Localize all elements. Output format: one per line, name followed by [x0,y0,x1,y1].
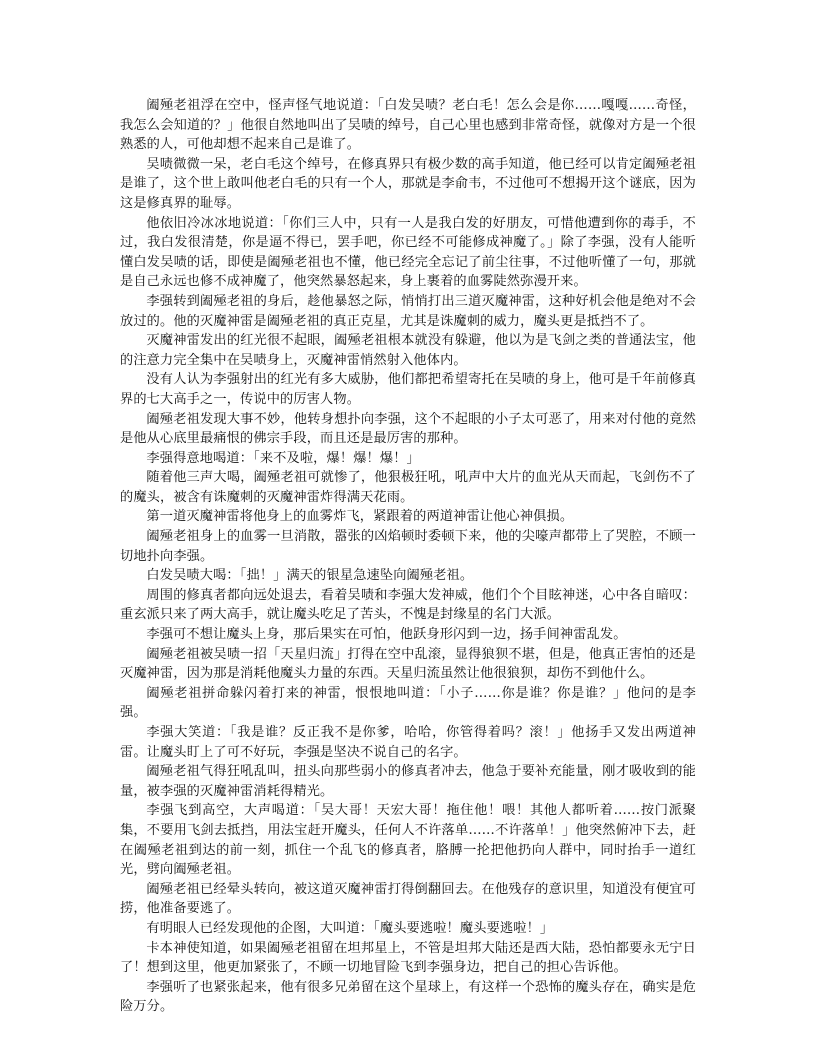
paragraph-18: 阖殛老祖气得狂吼乱叫，扭头向那些弱小的修真者冲去，他急于要补充能量，刚才吸收到的能量，被李强的灭魔神雷消耗得精光。 [120,764,696,799]
paragraph-3: 他依旧冷冰冰地说道：「你们三人中，只有一人是我白发的好朋友，可惜他遭到你的毒手，不过，我白发很清楚，你是逼不得已，罢手吧，你已经不可能修成神魔了。」除了李强，没有人能听懂白发吴啧的话，即使是阖殛老祖也不懂，他已经完全忘记了前尘往事，不过他听懂了一句，那就是自己永远也修不成神魔了，他突然暴怒起来，身上裹着的血雾陡然弥漫开来。 [120,215,696,290]
paragraph-1: 阖殛老祖浮在空中，怪声怪气地说道：「白发吴啧？老白毛！怎么会是你……嘎嘎……奇怪，我怎么会知道的？」他很自然地叫出了吴啧的绰号，自己心里也感到非常奇怪，就像对方是一个很熟悉的人，可他却想不起来自己是谁了。 [120,98,696,153]
paragraph-8: 李强得意地喝道：「来不及啦，爆！爆！爆！」 [146,450,420,466]
paragraph-16: 阖殛老祖拼命躲闪着打来的神雷，恨恨地叫道：「小子……你是谁？你是谁？」他问的是李强。 [120,685,696,721]
paragraph-7: 阖殛老祖发现大事不妙，他转身想扑向李强，这个不起眼的小子太可恶了，用来对付他的竟然是他从心底里最痛恨的佛宗手段，而且还是最厉害的那种。 [120,411,696,447]
paragraph-4: 李强转到阖殛老祖的身后，趁他暴怒之际，悄悄打出三道灭魔神雷，这种好机会他是绝对不会放过的。他的灭魔神雷是阖殛老祖的真正克星，尤其是诛魔刺的威力，魔头更是抵挡不了。 [120,293,696,329]
paragraph-10: 第一道灭魔神雷将他身上的血雾炸飞，紧跟着的两道神雷让他心神俱损。 [146,509,574,525]
paragraph-19: 李强飞到高空，大声喝道：「吴大哥！天宏大哥！拖住他！喂！其他人都听着……按门派聚集，不要用飞剑去抵挡，用法宝赶开魔头，任何人不许落单……不许落单！」他突然俯冲下去，赶在阖殛老祖到达的前一刻，抓住一个乱飞的修真者，胳膊一抡把他扔向人群中，同时抬手一道红光，劈向阖殛老祖。 [120,803,696,878]
paragraph-13: 周围的修真者都向远处退去，看着吴啧和李强大发神威，他们个个目眩神迷，心中各自暗叹：重玄派只来了两大高手，就让魔头吃足了苦头，不愧是封缘星的名门大派。 [120,587,696,623]
paragraph-17: 李强大笑道：「我是谁？反正我不是你爹，哈哈，你管得着吗？滚！」他扬手又发出两道神雷。让魔头盯上了可不好玩，李强是坚决不说自己的名字。 [120,725,696,760]
paragraph-22: 卡本神使知道，如果阖殛老祖留在坦邦星上，不管是坦邦大陆还是西大陆，恐怕都要永无宁日了！想到这里，他更加紧张了，不顾一切地冒险飞到李强身边，把自己的担心告诉他。 [120,940,696,976]
paragraph-12: 白发吴啧大喝：「拙！」满天的银星急速坠向阖殛老祖。 [146,568,474,584]
paragraph-23: 李强听了也紧张起来，他有很多兄弟留在这个星球上，有这样一个恐怖的魔头存在，确实是危险万分。 [120,979,696,1015]
paragraph-20: 阖殛老祖已经晕头转向，被这道灭魔神雷打得倒翻回去。在他残存的意识里，知道没有便宜可捞，他准备要逃了。 [120,881,696,917]
story-text [120,96,696,1017]
paragraph-14: 李强可不想让魔头上身，那后果实在可怕，他跃身形闪到一边，扬手间神雷乱发。 [146,627,627,643]
paragraph-9: 随着他三声大喝，阖殛老祖可就惨了，他狠极狂吼，吼声中大片的血光从天而起，飞剑伤不了的魔头，被含有诛魔刺的灭魔神雷炸得满天花雨。 [120,470,696,505]
paragraph-2: 吴啧微微一呆，老白毛这个绰号，在修真界只有极少数的高手知道，他已经可以肯定阖殛老祖是谁了，这个世上敢叫他老白毛的只有一个人，那就是李俞韦，不过他可不想揭开这个谜底，因为这是修真界的耻辱。 [120,156,696,211]
paragraph-11: 阖殛老祖身上的血雾一旦消散，嚣张的凶焰顿时委顿下来，他的尖嚎声都带上了哭腔，不顾一切地扑向李强。 [120,529,696,564]
paragraph-6: 没有人认为李强射出的红光有多大威胁，他们都把希望寄托在吴啧的身上，他可是千年前修真界的七大高手之一，传说中的厉害人物。 [120,372,696,407]
paragraph-21: 有明眼人已经发现他的企图，大叫道：「魔头要逃啦！魔头要逃啦！」 [146,920,554,936]
paragraph-5: 灭魔神雷发出的红光很不起眼，阖殛老祖根本就没有躲避，他以为是飞剑之类的普通法宝，他的注意力完全集中在吴啧身上，灭魔神雷悄然射入他体内。 [120,333,696,368]
paragraph-15: 阖殛老祖被吴啧一招「天星归流」打得在空中乱滚，显得狼狈不堪，但是，他真正害怕的还是灭魔神雷，因为那是消耗他魔头力量的东西。天星归流虽然让他很狼狈，却伤不到他什么。 [120,646,696,682]
